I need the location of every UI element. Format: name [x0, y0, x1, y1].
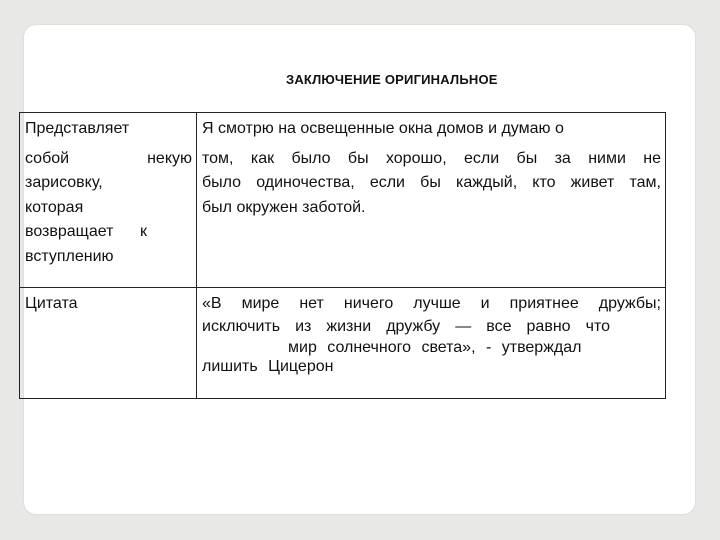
text-line: был окружен заботой. [202, 198, 366, 216]
table-cell-quote [197, 288, 666, 399]
label-word: к [140, 223, 147, 240]
text-line: том, как было бы хорошо, если бы за ними не [202, 149, 661, 167]
label-line [25, 220, 147, 245]
label-line: вступлению [25, 247, 114, 265]
quote-line: лишить Цицерон [202, 358, 334, 375]
table-cell-label [20, 113, 197, 288]
label-line: Представляет [25, 120, 130, 137]
label-word: некую [147, 149, 192, 167]
table-cell-label [20, 288, 197, 399]
page-title: ЗАКЛЮЧЕНИЕ ОРИГИНАЛЬНОЕ [286, 72, 498, 87]
content-table [19, 112, 666, 399]
quote-line: «В мире нет ничего лучше и приятнее дружбы; [202, 295, 661, 312]
text-line: было одиночества, если бы каждый, кто живет там, [202, 174, 661, 191]
table-row [20, 288, 666, 399]
text-line: Я смотрю на освещенные окна домов и думаю о [202, 120, 564, 137]
table-cell-text [197, 113, 666, 288]
label-line: которая [25, 198, 84, 216]
label-line: Цитата [25, 295, 78, 312]
quote-line [202, 338, 606, 357]
quote-fragment: мир солнечного света», - утверждал [288, 339, 582, 356]
table-row [20, 113, 666, 288]
label-word: собой [25, 149, 70, 167]
label-line-justified [25, 147, 192, 172]
quote-line: исключить из жизни дружбу — все равно что [202, 318, 610, 335]
label-word: возвращает [25, 223, 114, 240]
label-line: зарисовку, [25, 174, 103, 191]
